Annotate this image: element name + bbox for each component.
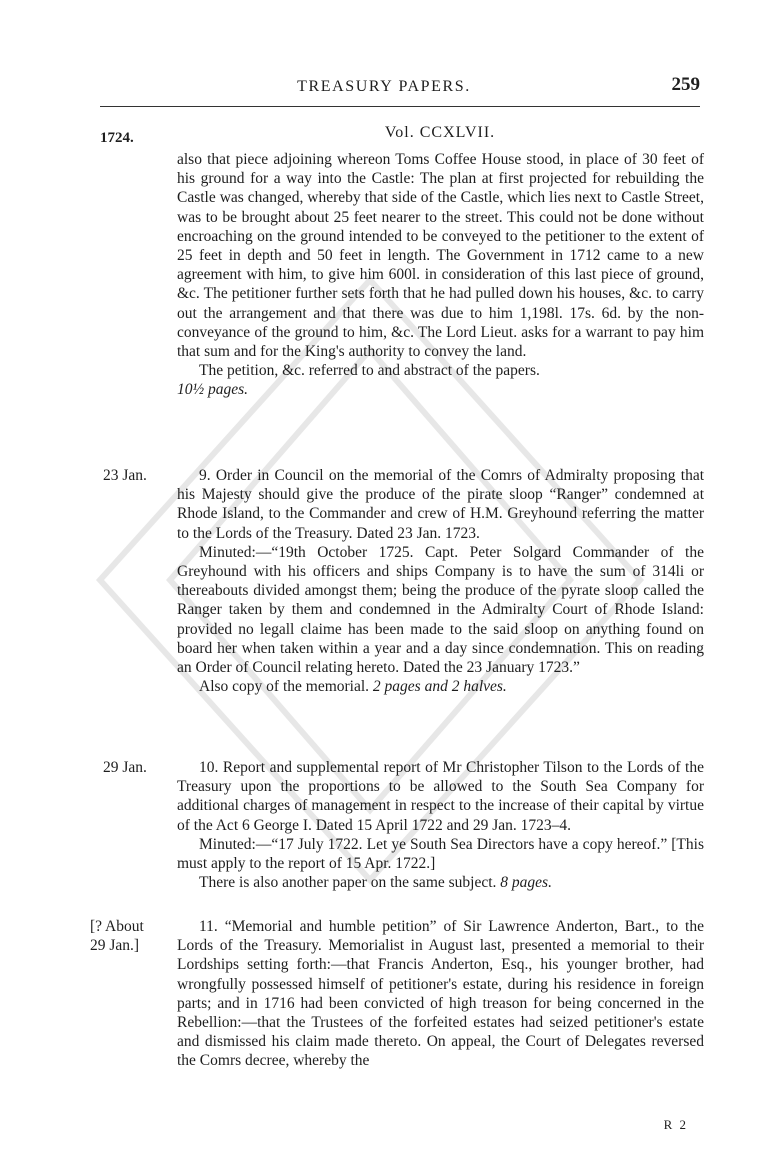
entry-11-date: [90, 917, 144, 955]
entry-10: [177, 758, 704, 892]
entry-10-note-pages: 8 pages.: [500, 874, 552, 892]
continued-paragraph: also that piece adjoining whereon Toms Coffee House stood, in place of 30 feet of his ground for a way into the Castle: The plan at first projected for rebuilding the Castle was changed, whereby that side of the Castle, which lies next to Castle Street, was to be brought about 25 feet nearer to the street. This could not be done without encroaching on the ground intended to be conveyed to the petitioner to the extent of 25 feet in depth and 50 feet in length. The Government in 1712 came to a new agreement with him, to give him 600l. in consideration of this last piece of ground, &c. The petitioner further sets forth that he had pulled down his houses, &c. to carry out the arrangement and that there was due to him 1,198l. 17s. 6d. by the non-conveyance of the ground to him, &c. The Lord Lieut. asks for a warrant to pay him that sum and for the King's authority to convey the land.: [177, 151, 704, 361]
entry-11-date-line2: 29 Jan.]: [90, 937, 140, 955]
entry-9-note-pages: 2 pages and 2 halves.: [372, 678, 507, 696]
referral-text: The petition, &c. referred to and abstract of the papers.: [199, 362, 540, 380]
entry-9-note: [177, 677, 704, 696]
running-head: [0, 74, 768, 102]
volume-heading: Vol. CCXLVII.: [384, 124, 496, 141]
entry-10-note: [177, 873, 704, 892]
running-title: TREASURY PAPERS.: [297, 78, 471, 95]
referral-pages: 10½ pages.: [177, 381, 249, 399]
entry-11-date-line1: [? About: [90, 918, 144, 935]
signature-mark: R 2: [663, 1117, 688, 1132]
year-tag: 1724.: [100, 130, 134, 146]
entry-10-minuted: Minuted:—“17 July 1722. Let ye South Sea Directors have a copy hereof.” [This must apply to the report of 15 Apr. 1722.]: [177, 835, 704, 873]
entry-9-body: 9. Order in Council on the memorial of the Comrs of Admiralty proposing that his Majesty should give the produce of the pirate sloop “Ranger” condemned at Rhode Island, to the Commander and crew of H.M. Greyhound referring the matter to the Lords of the Treasury. Dated 23 Jan. 1723.: [177, 467, 704, 542]
entry-9-minuted: Minuted:—“19th October 1725. Capt. Peter Solgard Commander of the Greyhound with his officers and ships Company is to have the sum of 314li or thereabouts divided amongst them; being the produce of the pyrate sloop called the Ranger taken by them and condemned in the Admiralty Court of Rhode Island: provided no legall claime has been made to the said sloop on anything found on board her when taken within a year and a day since condemnation. This on reading an Order of Council relating hereto. Dated the 23 January 1723.”: [177, 543, 704, 677]
page-number: 259: [671, 74, 700, 95]
entry-10-date: 29 Jan.: [103, 759, 147, 776]
referral-note: [177, 361, 704, 399]
entry-10-body: 10. Report and supplemental report of Mr Christopher Tilson to the Lords of the Treasury upon the proportions to be allowed to the South Sea Company for additional charges of management in respect to the increase of their capital by virtue of the Act 6 George I. Dated 15 April 1722 and 29 Jan. 1723–4.: [177, 759, 704, 834]
entry-9-note-text: Also copy of the memorial.: [199, 678, 370, 696]
entry-9-date: 23 Jan.: [103, 467, 147, 484]
entry-11: [177, 917, 704, 1071]
header-rule: [100, 106, 700, 107]
entry-10-note-text: There is also another paper on the same subject.: [199, 874, 497, 892]
entry-11-body: 11. “Memorial and humble petition” of Sir Lawrence Anderton, Bart., to the Lords of the Treasury. Memorialist in August last, presented a memorial to their Lordships setting forth:—that Francis Anderton, Esq., his younger brother, had wrongfully possessed himself of petitioner's estate, during his residence in foreign parts; and in 1716 had been convicted of high treason for being concerned in the Rebellion:—that the Trustees of the forfeited estates had seized petitioner's estate and dismissed his claim made thereto. On appeal, the Court of Delegates reversed the Comrs decree, whereby the: [177, 918, 704, 1070]
entry-9: [177, 466, 704, 696]
continued-entry: [177, 150, 704, 400]
